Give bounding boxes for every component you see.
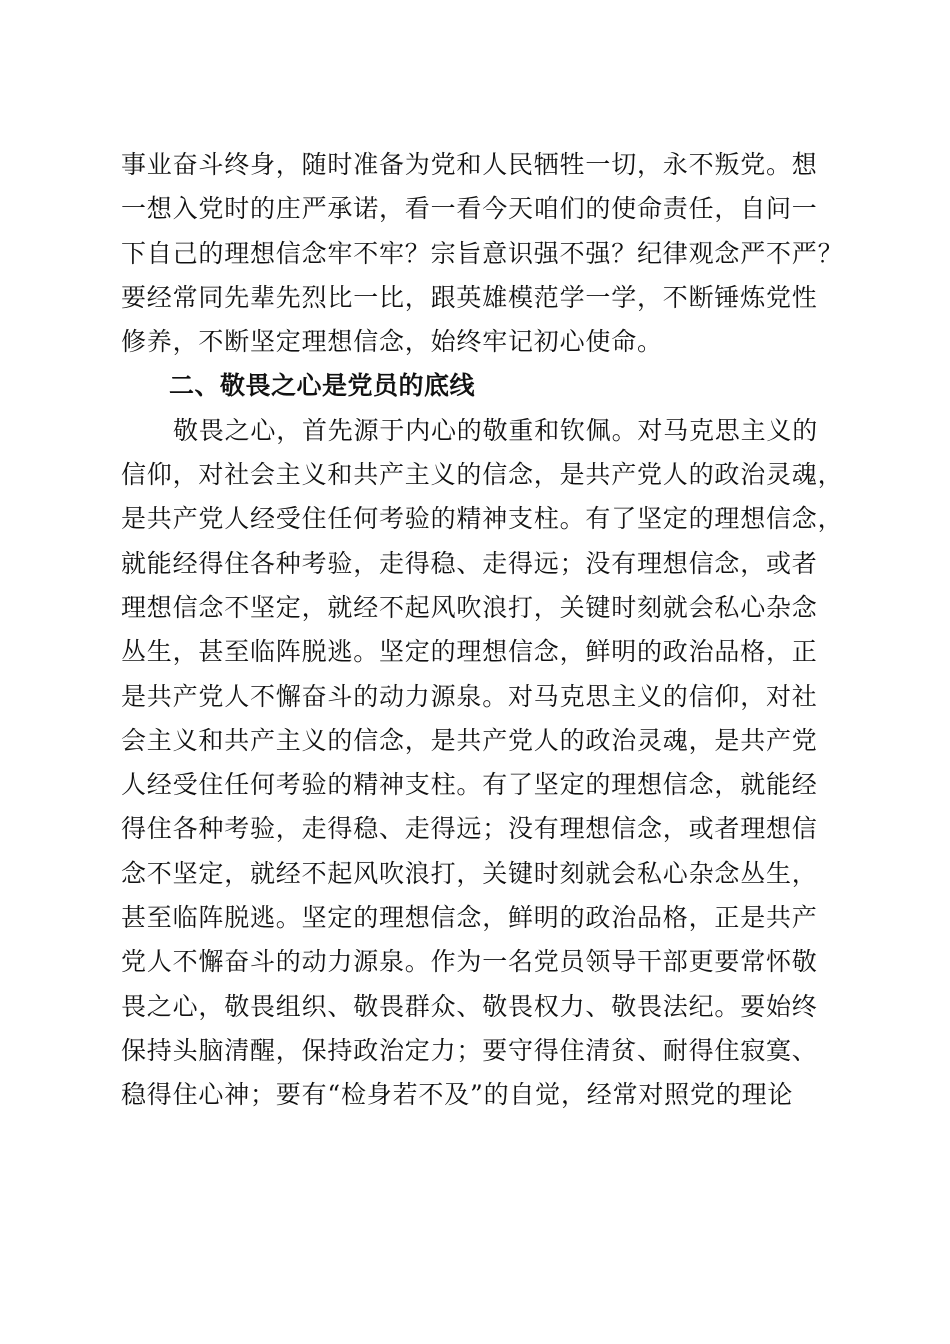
body-line: 就能经得住各种考验，走得稳、走得远；没有理想信念，或者: [121, 548, 818, 578]
paragraph-first-line: 敬畏之心，首先源于内心的敬重和钦佩。对马克思主义的: [173, 415, 819, 445]
body-line: 念不坚定，就经不起风吹浪打，关键时刻就会私心杂念丛生，: [121, 858, 818, 888]
body-line: 稳得住心神；要有“检身若不及”的自觉，经常对照党的理论: [121, 1080, 794, 1110]
body-line: 畏之心，敬畏组织、敬畏群众、敬畏权力、敬畏法纪。要始终: [121, 991, 818, 1021]
body-line: 修养，不断坚定理想信念，始终牢记初心使命。: [121, 327, 663, 357]
body-line: 党人不懈奋斗的动力源泉。作为一名党员领导干部更要常怀敬: [121, 947, 818, 977]
body-line: 是共产党人不懈奋斗的动力源泉。对马克思主义的信仰，对社: [121, 681, 818, 711]
body-line: 丛生，甚至临阵脱逃。坚定的理想信念，鲜明的政治品格，正: [121, 637, 818, 667]
body-line: 人经受住任何考验的精神支柱。有了坚定的理想信念，就能经: [121, 770, 818, 800]
section-heading: 二、敬畏之心是党员的底线: [169, 371, 476, 401]
body-line: 要经常同先辈先烈比一比，跟英雄模范学一学，不断锤炼党性: [121, 282, 818, 312]
body-line: 一想入党时的庄严承诺，看一看今天咱们的使命责任，自问一: [121, 194, 818, 224]
body-line: 得住各种考验，走得稳、走得远；没有理想信念，或者理想信: [121, 814, 818, 844]
body-line: 甚至临阵脱逃。坚定的理想信念，鲜明的政治品格，正是共产: [121, 903, 818, 933]
body-line: 下自己的理想信念牢不牢？宗旨意识强不强？纪律观念严不严？: [121, 238, 844, 268]
body-line: 保持头脑清醒，保持政治定力；要守得住清贫、耐得住寂寞、: [121, 1035, 818, 1065]
body-line: 信仰，对社会主义和共产主义的信念，是共产党人的政治灵魂，: [121, 460, 844, 490]
body-line: 会主义和共产主义的信念，是共产党人的政治灵魂，是共产党: [121, 725, 818, 755]
body-line: 事业奋斗终身，随时准备为党和人民牺牲一切，永不叛党。想: [121, 150, 818, 179]
document-body: [121, 143, 851, 1118]
body-line: 理想信念不坚定，就经不起风吹浪打，关键时刻就会私心杂念: [121, 592, 818, 622]
body-line: 是共产党人经受住任何考验的精神支柱。有了坚定的理想信念，: [121, 504, 844, 534]
